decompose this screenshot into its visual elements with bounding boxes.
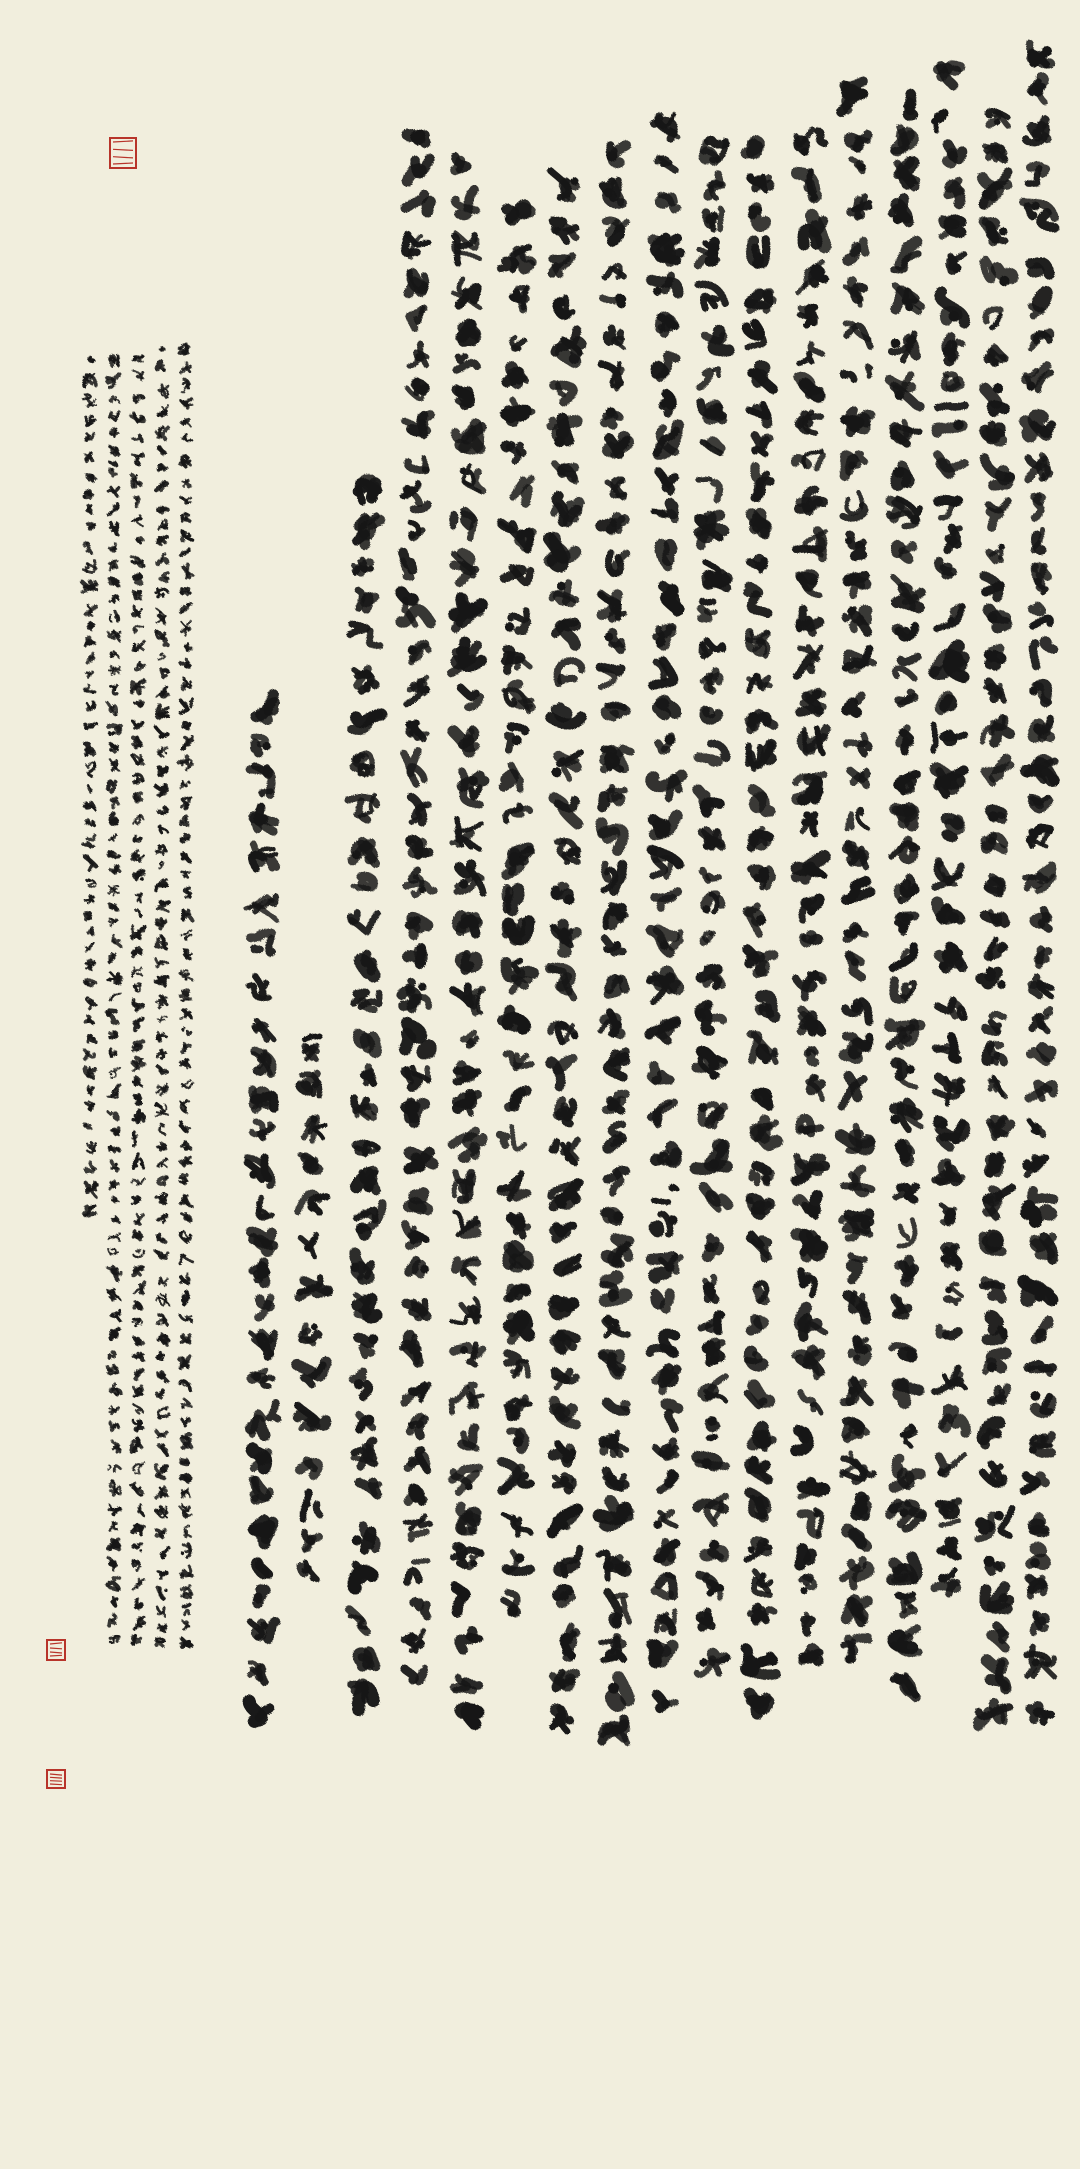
postscript-column (155, 347, 170, 1646)
postscript-column (179, 344, 193, 1647)
text-column (599, 145, 631, 1743)
text-column (348, 479, 383, 1710)
text-column (297, 1036, 329, 1579)
postscript-column (82, 357, 97, 1215)
text-column (451, 156, 484, 1723)
bottom-left-seal-2 (47, 1770, 65, 1788)
text-column (1023, 43, 1055, 1722)
text-column (933, 65, 966, 1594)
text-column (794, 129, 826, 1662)
text-column (889, 94, 922, 1697)
text-column (745, 141, 776, 1714)
text-column (245, 695, 278, 1722)
text-column (550, 171, 582, 1732)
text-column (649, 114, 682, 1709)
postscript-column (130, 356, 145, 1644)
text-column (401, 130, 434, 1683)
main-text-columns (245, 43, 1055, 1743)
text-column (841, 81, 874, 1663)
postscript-column (107, 356, 121, 1643)
text-column (696, 140, 729, 1675)
text-column (500, 206, 534, 1616)
text-column (978, 111, 1012, 1726)
postscript-columns (82, 344, 193, 1647)
